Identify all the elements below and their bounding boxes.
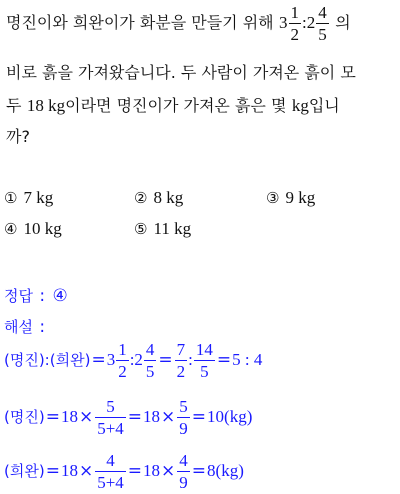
ratio-colon: : bbox=[302, 13, 307, 32]
choice-5[interactable]: ⑤ 11 kg bbox=[134, 219, 192, 238]
choice-3[interactable]: ③ 9 kg bbox=[266, 188, 316, 207]
answer-value: ④ bbox=[52, 286, 68, 306]
answer-label: 정답 bbox=[4, 287, 33, 305]
choice-1[interactable]: ① 7 kg bbox=[4, 188, 54, 207]
ratio-a-whole: 3 bbox=[279, 13, 288, 32]
question-text: 의 bbox=[335, 13, 351, 32]
ratio-b-fraction: $\frac{4}{5}$ bbox=[318, 3, 327, 44]
explanation-equation-1: (명진):(희완)=3 $\frac{1}{2}$ :2 $\frac{4}{5}$ = $\frac{7}{2}$ : $\frac{14}{5}$ =5 : 4 bbox=[4, 340, 263, 381]
question-line-4: 까? bbox=[6, 127, 30, 146]
question-line-2: 비로 흙을 가져왔습니다. 두 사람이 가져온 흙이 모 bbox=[6, 63, 356, 82]
question-line-1 bbox=[6, 4, 351, 43]
choice-4[interactable]: ④ 10 kg bbox=[4, 219, 62, 238]
question-text: 명진이와 희완이가 화분을 만들기 위해 bbox=[6, 13, 274, 32]
explanation-label: 해설 bbox=[4, 318, 33, 336]
explanation-label-line: 해설 : bbox=[4, 317, 46, 337]
ratio-b-whole: 2 bbox=[306, 13, 316, 32]
answer-line: 정답 : ④ bbox=[4, 286, 68, 306]
ratio-a-fraction: $\frac{1}{2}$ bbox=[290, 3, 300, 44]
total-weight: 18 kg bbox=[26, 96, 66, 115]
choice-2[interactable]: ② 8 kg bbox=[134, 188, 184, 207]
explanation-equation-3: (희완)=18× $\frac{4}{5+4}$ =18× $\frac{4}{9}$ =8(kg) bbox=[4, 451, 244, 492]
question-line-3: 두 18 kg이라면 명진이가 가져온 흙은 몇 kg입니 bbox=[6, 96, 340, 115]
explanation-equation-2: (명진)=18× $\frac{5}{5+4}$ =18× $\frac{5}{9}$ =10(kg) bbox=[4, 397, 253, 438]
